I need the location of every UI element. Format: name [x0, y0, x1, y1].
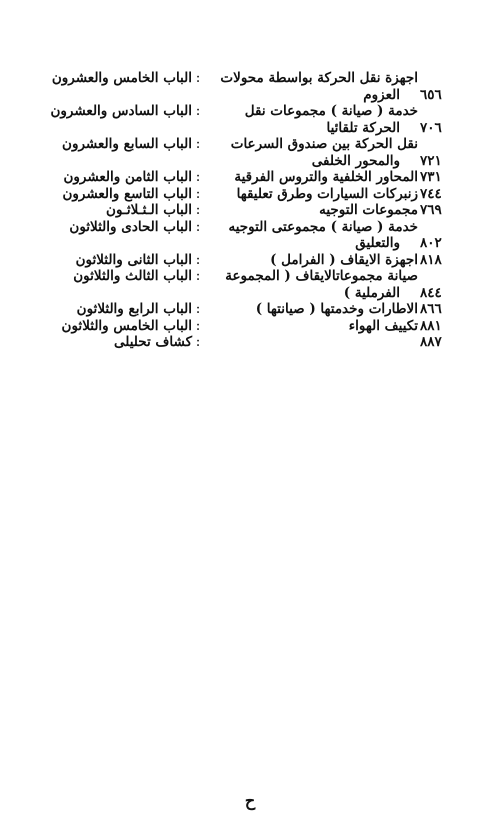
toc-separator: :: [195, 70, 201, 86]
toc-chapter: كشاف تحليلى: [113, 334, 192, 350]
toc-chapter: الباب الرابع والثلاثون: [76, 301, 192, 317]
toc-title: الاطارات وخدمتها ( صيانتها ): [255, 301, 418, 317]
toc-title: تكييف الهواء: [348, 317, 418, 334]
toc-separator: :: [195, 202, 201, 218]
toc-title: المحاور الخلفية والتروس الفرقية: [234, 169, 418, 185]
toc-row: [30, 70, 470, 87]
toc-page-number: ٨١٨: [420, 251, 442, 268]
toc-separator: :: [195, 169, 201, 185]
toc-title: اجهزة الايقاف ( الفرامل ): [270, 251, 418, 268]
toc-row: [30, 87, 470, 104]
toc-page-number: ٨٤٤: [420, 284, 442, 301]
toc-row: [30, 202, 470, 219]
toc-title: الحركة تلقائيا: [326, 119, 400, 136]
toc-row: [30, 136, 470, 153]
toc-chapter: الباب الحادى والثلاثون: [69, 218, 192, 235]
toc-row: [30, 169, 470, 186]
toc-title: زنبركات السيارات وطرق تعليقها: [236, 185, 418, 202]
toc-chapter: الباب الـثـلاثـون: [106, 202, 192, 218]
toc-separator: :: [195, 103, 201, 119]
toc-chapter: الباب التاسع والعشرون: [62, 185, 192, 202]
toc-title: صيانة مجموعاتالايقاف ( المجموعة: [225, 268, 418, 284]
toc-title: خدمة ( صيانة ) مجموعتى التوجيه: [228, 218, 418, 235]
toc-title: والمحور الخلفى: [311, 152, 400, 169]
toc-row: [30, 120, 470, 137]
toc-title: والتعليق: [355, 235, 400, 251]
toc-separator: :: [195, 251, 201, 268]
toc-row: [30, 235, 470, 252]
toc-chapter: الباب الخامس والثلاثون: [61, 317, 192, 334]
toc-chapter: الباب الخامس والعشرون: [51, 70, 192, 86]
toc-page-number: ٧٢١: [420, 152, 442, 169]
page-number-footer: ح: [244, 791, 256, 810]
toc-page-number: ٨٨١: [420, 317, 442, 334]
toc-separator: :: [195, 185, 201, 202]
toc-row: [30, 285, 470, 302]
toc-row: [30, 301, 470, 318]
toc-page-number: ٧٠٦: [420, 119, 442, 136]
toc-row: [30, 334, 470, 351]
toc-row: [30, 103, 470, 120]
toc-chapter: الباب الثانى والثلاثون: [75, 251, 192, 268]
toc-row: [30, 268, 470, 285]
toc-page-number: ٨٠٢: [420, 235, 442, 251]
toc-title: اجهزة نقل الحركة بواسطة محولات: [220, 70, 418, 86]
toc-title: مجموعات التوجيه: [319, 202, 418, 218]
toc-page-number: ٧٦٩: [420, 202, 442, 218]
toc-separator: :: [195, 301, 201, 317]
toc-title: نقل الحركة بين صندوق السرعات: [230, 136, 418, 152]
toc-separator: :: [195, 268, 201, 284]
toc-row: [30, 153, 470, 170]
toc-separator: :: [195, 317, 201, 334]
toc-row: [30, 186, 470, 203]
toc-page-number: ٦٥٦: [420, 86, 442, 103]
toc-title: الفرملية ): [343, 284, 400, 301]
toc-title: العزوم: [363, 86, 400, 103]
toc-chapter: الباب الثامن والعشرون: [63, 169, 192, 185]
toc-row: [30, 318, 470, 335]
toc-title: خدمة ( صيانة ) مجموعات نقل: [244, 103, 418, 119]
table-of-contents: [30, 70, 470, 351]
toc-page-number: ٧٤٤: [420, 185, 442, 202]
toc-separator: :: [195, 218, 201, 235]
toc-page-number: ٨٦٦: [420, 301, 442, 317]
toc-chapter: الباب الثالث والثلاثون: [73, 268, 192, 284]
toc-chapter: الباب السابع والعشرون: [62, 136, 192, 152]
toc-page-number: ٨٨٧: [420, 334, 442, 350]
toc-separator: :: [195, 136, 201, 152]
toc-separator: :: [195, 334, 201, 350]
toc-page-number: ٧٣١: [420, 169, 442, 185]
toc-row: [30, 219, 470, 236]
toc-row: [30, 252, 470, 269]
toc-chapter: الباب السادس والعشرون: [50, 103, 192, 119]
